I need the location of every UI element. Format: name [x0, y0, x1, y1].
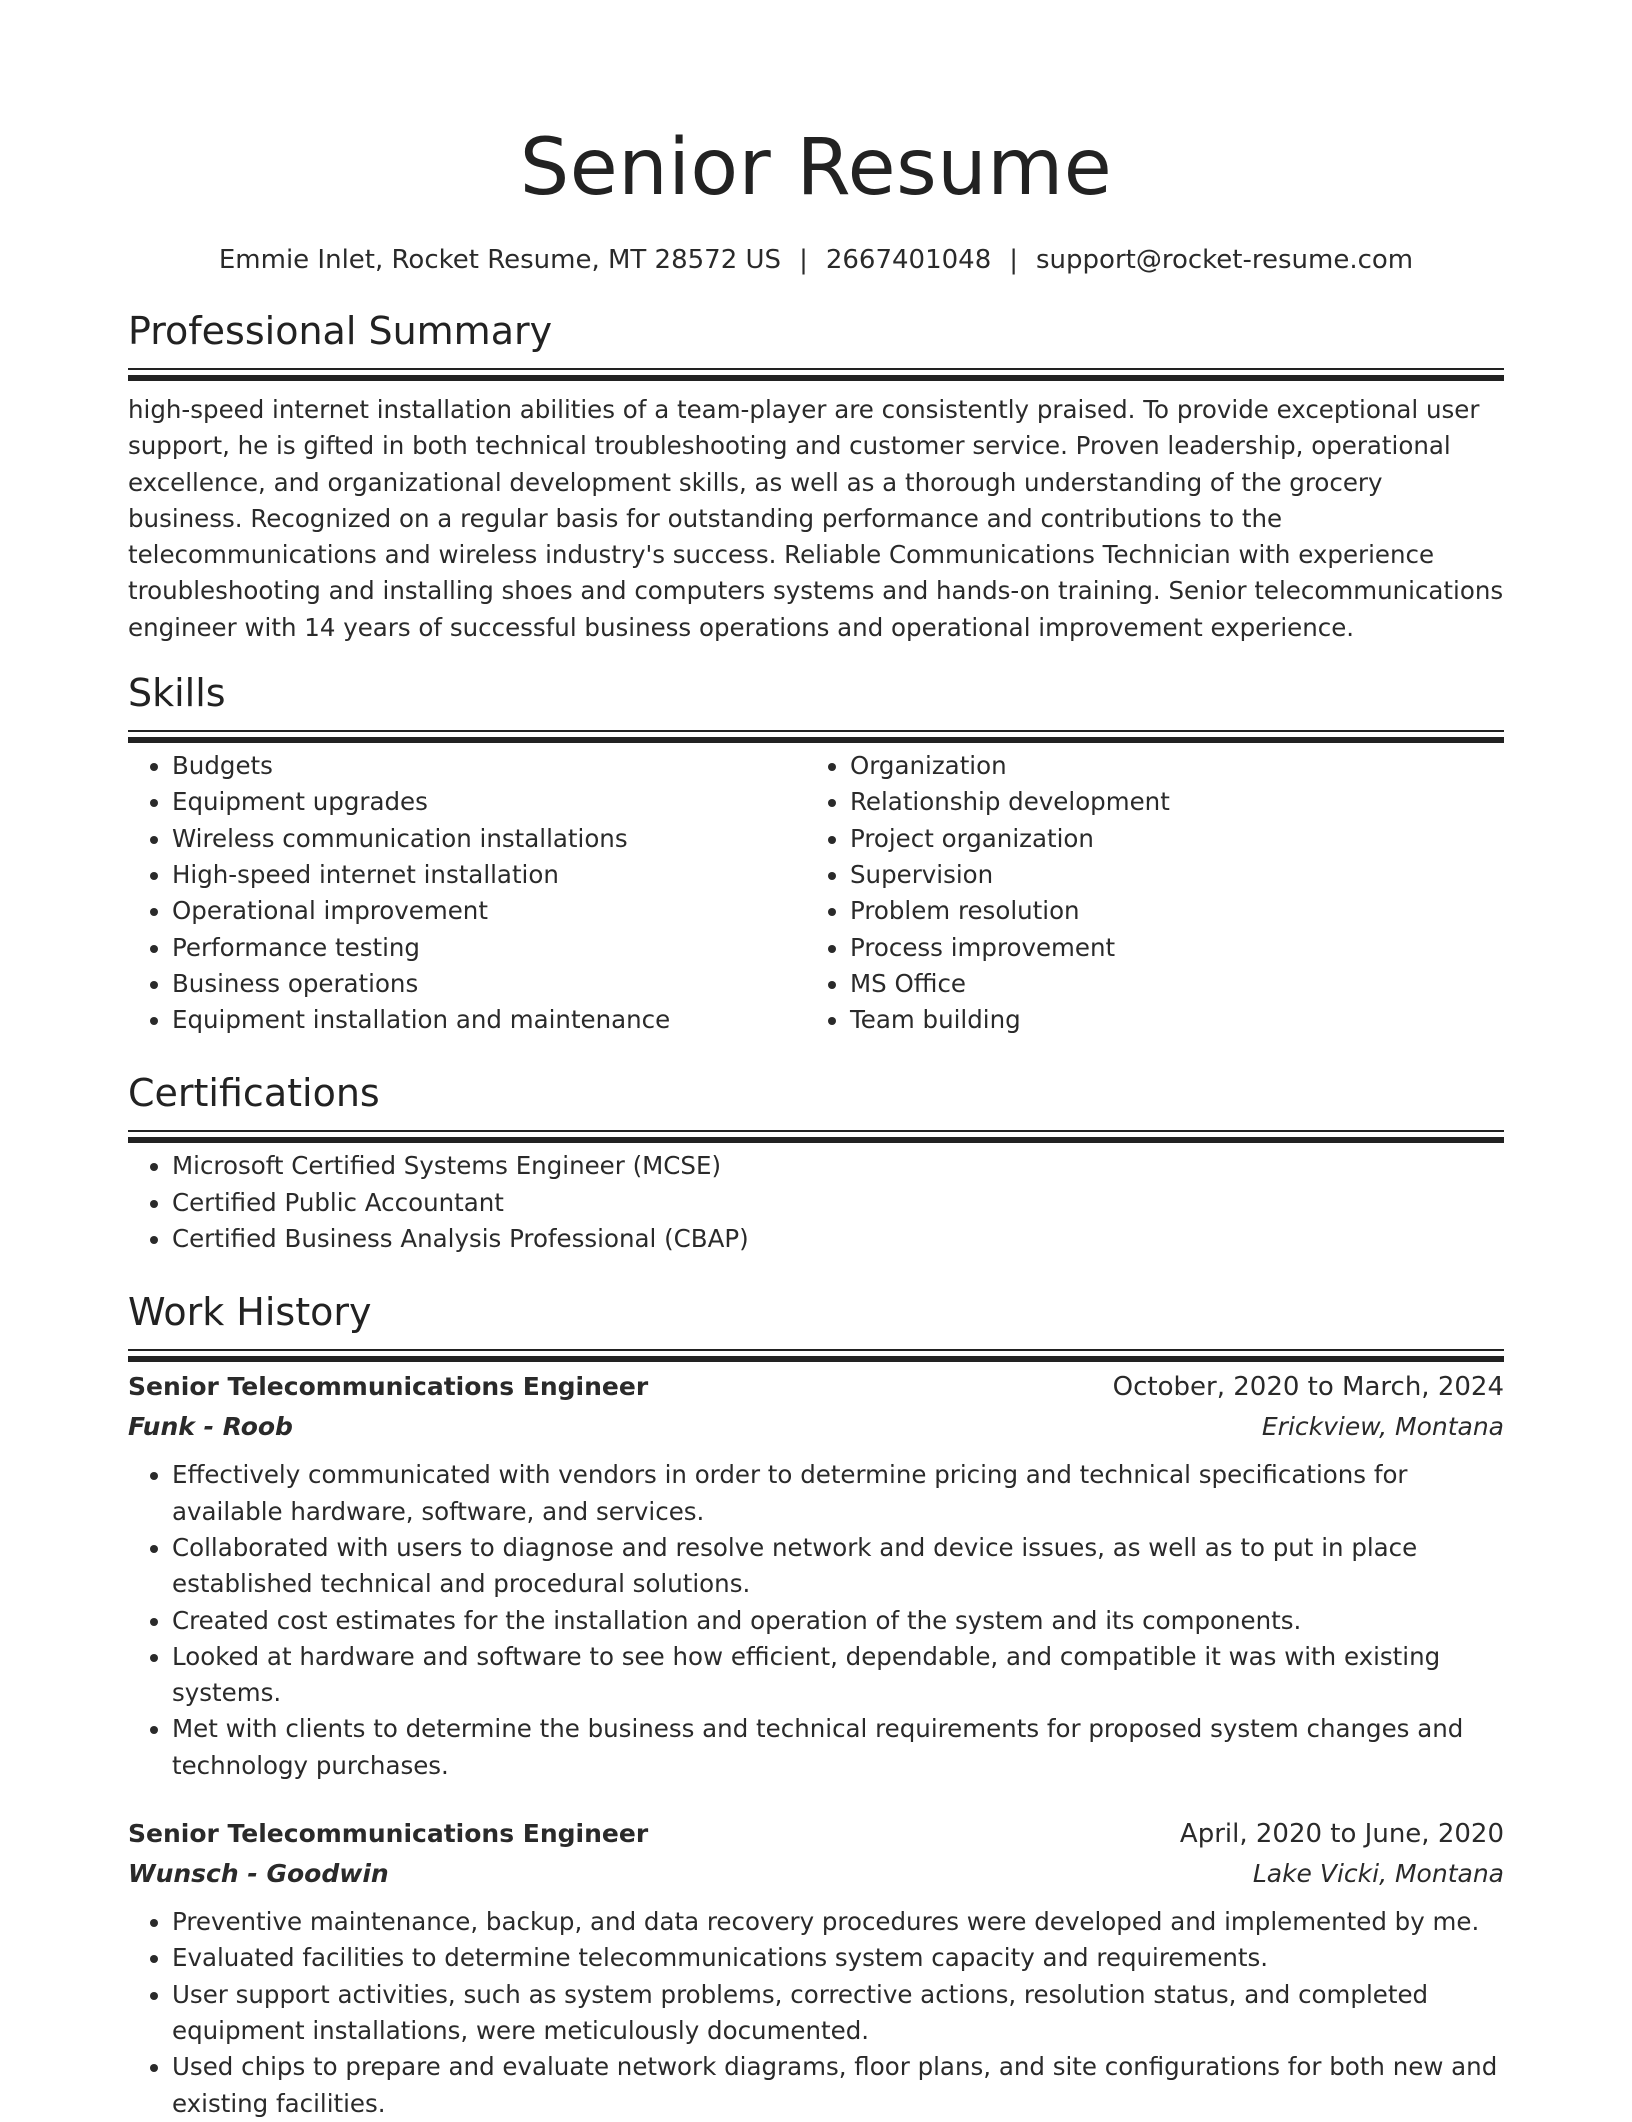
- skill-item: • Operational improvement: [172, 893, 806, 929]
- job-bullets: [128, 1904, 1504, 2122]
- contact-line: [128, 240, 1504, 280]
- skill-item: • High-speed internet installation: [172, 857, 806, 893]
- job-dates: April, 2020 to June, 2020: [1179, 1819, 1504, 1850]
- job-bullet: • Evaluated facilities to determine telecommunications system capacity and requirements.: [172, 1940, 1504, 1976]
- skill-item: • MS Office: [850, 966, 1484, 1002]
- skill-item: • Relationship development: [850, 784, 1484, 820]
- skill-item: • Organization: [850, 748, 1484, 784]
- skill-item: • Equipment installation and maintenance: [172, 1002, 806, 1038]
- skills-list-left: [128, 748, 806, 1038]
- certifications-heading: Certifications: [128, 1071, 380, 1116]
- skill-item: • Project organization: [850, 821, 1484, 857]
- contact-separator: |: [799, 245, 808, 275]
- job-bullet: • Effectively communicated with vendors in order to determine pricing and technical specifications for available hardware, software, and services.: [172, 1457, 1504, 1530]
- job-entry: [128, 1814, 1504, 2122]
- job-subheader: [128, 1407, 1504, 1447]
- job-entry: [128, 1367, 1504, 1784]
- skill-item: • Budgets: [172, 748, 806, 784]
- skill-item: • Process improvement: [850, 930, 1484, 966]
- job-subheader: [128, 1854, 1504, 1894]
- skills-list-right: [806, 748, 1484, 1038]
- section-divider: [128, 368, 1504, 370]
- certification-item: • Microsoft Certified Systems Engineer (MCSE): [172, 1148, 1504, 1184]
- skills-column-left: [128, 748, 806, 1038]
- skill-item: • Wireless communication installations: [172, 821, 806, 857]
- certification-item: • Certified Business Analysis Professional (CBAP): [172, 1221, 1504, 1257]
- resume-page: [128, 0, 1504, 2122]
- job-bullet: • Preventive maintenance, backup, and data recovery procedures were developed and implemented by me.: [172, 1904, 1504, 1940]
- job-bullet: • User support activities, such as system problems, corrective actions, resolution status, and completed equipment installations, were meticulously documented.: [172, 1977, 1504, 2050]
- certifications-section: [128, 1068, 1504, 1257]
- job-bullet: • Created cost estimates for the installation and operation of the system and its components.: [172, 1603, 1504, 1639]
- skill-item: • Team building: [850, 1002, 1484, 1038]
- job-bullet: • Looked at hardware and software to see how efficient, dependable, and compatible it was with existing systems.: [172, 1639, 1504, 1712]
- skills-column-right: [806, 748, 1484, 1038]
- job-header: [128, 1814, 1504, 1854]
- contact-phone: 2667401048: [825, 245, 992, 275]
- job-bullet: • Collaborated with users to diagnose and resolve network and device issues, as well as to put in place established technical and procedural solutions.: [172, 1530, 1504, 1603]
- job-bullet: • Used chips to prepare and evaluate network diagrams, floor plans, and site configurations for both new and existing facilities.: [172, 2049, 1504, 2122]
- job-title: Senior Telecommunications Engineer: [128, 1819, 649, 1849]
- work-history-section: [128, 1287, 1504, 2121]
- summary-heading: Professional Summary: [128, 309, 553, 353]
- skills-section: [128, 668, 1504, 1038]
- skills-heading: Skills: [128, 671, 226, 716]
- job-header: [128, 1367, 1504, 1407]
- section-divider: [128, 730, 1504, 732]
- section-divider: [128, 1130, 1504, 1132]
- job-location: Erickview, Montana: [1261, 1412, 1504, 1442]
- job-title: Senior Telecommunications Engineer: [128, 1372, 649, 1402]
- certifications-list: [128, 1148, 1504, 1257]
- skills-columns: [128, 748, 1504, 1038]
- section-divider: [128, 1349, 1504, 1351]
- job-location: Lake Vicki, Montana: [1252, 1859, 1504, 1889]
- summary-text: high-speed internet installation abilities of a team-player are consistently praised. To provide exceptional user support, he is gifted in both technical troubleshooting and customer service. Proven leadership, operational excellence, and organizational development skills, as well as a thorough understanding of the grocery business. Recognized on a regular basis for outstanding performance and contributions to the telecommunications and wireless industry's success. Reliable Communications Technician with experience troubleshooting and installing shoes and computers systems and hands-on training. Senior telecommunications engineer with 14 years of successful business operations and operational improvement experience.: [128, 395, 1504, 642]
- skill-item: • Supervision: [850, 857, 1484, 893]
- job-bullet: • Met with clients to determine the business and technical requirements for proposed system changes and technology purchases.: [172, 1711, 1504, 1784]
- work-history-heading: Work History: [128, 1290, 372, 1335]
- skill-item: • Business operations: [172, 966, 806, 1002]
- job-bullets: [128, 1457, 1504, 1784]
- job-company: Wunsch - Goodwin: [128, 1859, 389, 1889]
- contact-separator: |: [1009, 245, 1019, 275]
- job-dates: October, 2020 to March, 2024: [1112, 1372, 1504, 1403]
- contact-address: Emmie Inlet, Rocket Resume, MT 28572 US: [218, 245, 782, 275]
- resume-title: Senior Resume: [519, 123, 1113, 213]
- skill-item: • Problem resolution: [850, 893, 1484, 929]
- summary-section: [128, 306, 1504, 646]
- skill-item: • Equipment upgrades: [172, 784, 806, 820]
- skill-item: • Performance testing: [172, 930, 806, 966]
- contact-email: support@rocket-resume.com: [1036, 245, 1414, 275]
- certification-item: • Certified Public Accountant: [172, 1185, 1504, 1221]
- job-company: Funk - Roob: [128, 1412, 293, 1442]
